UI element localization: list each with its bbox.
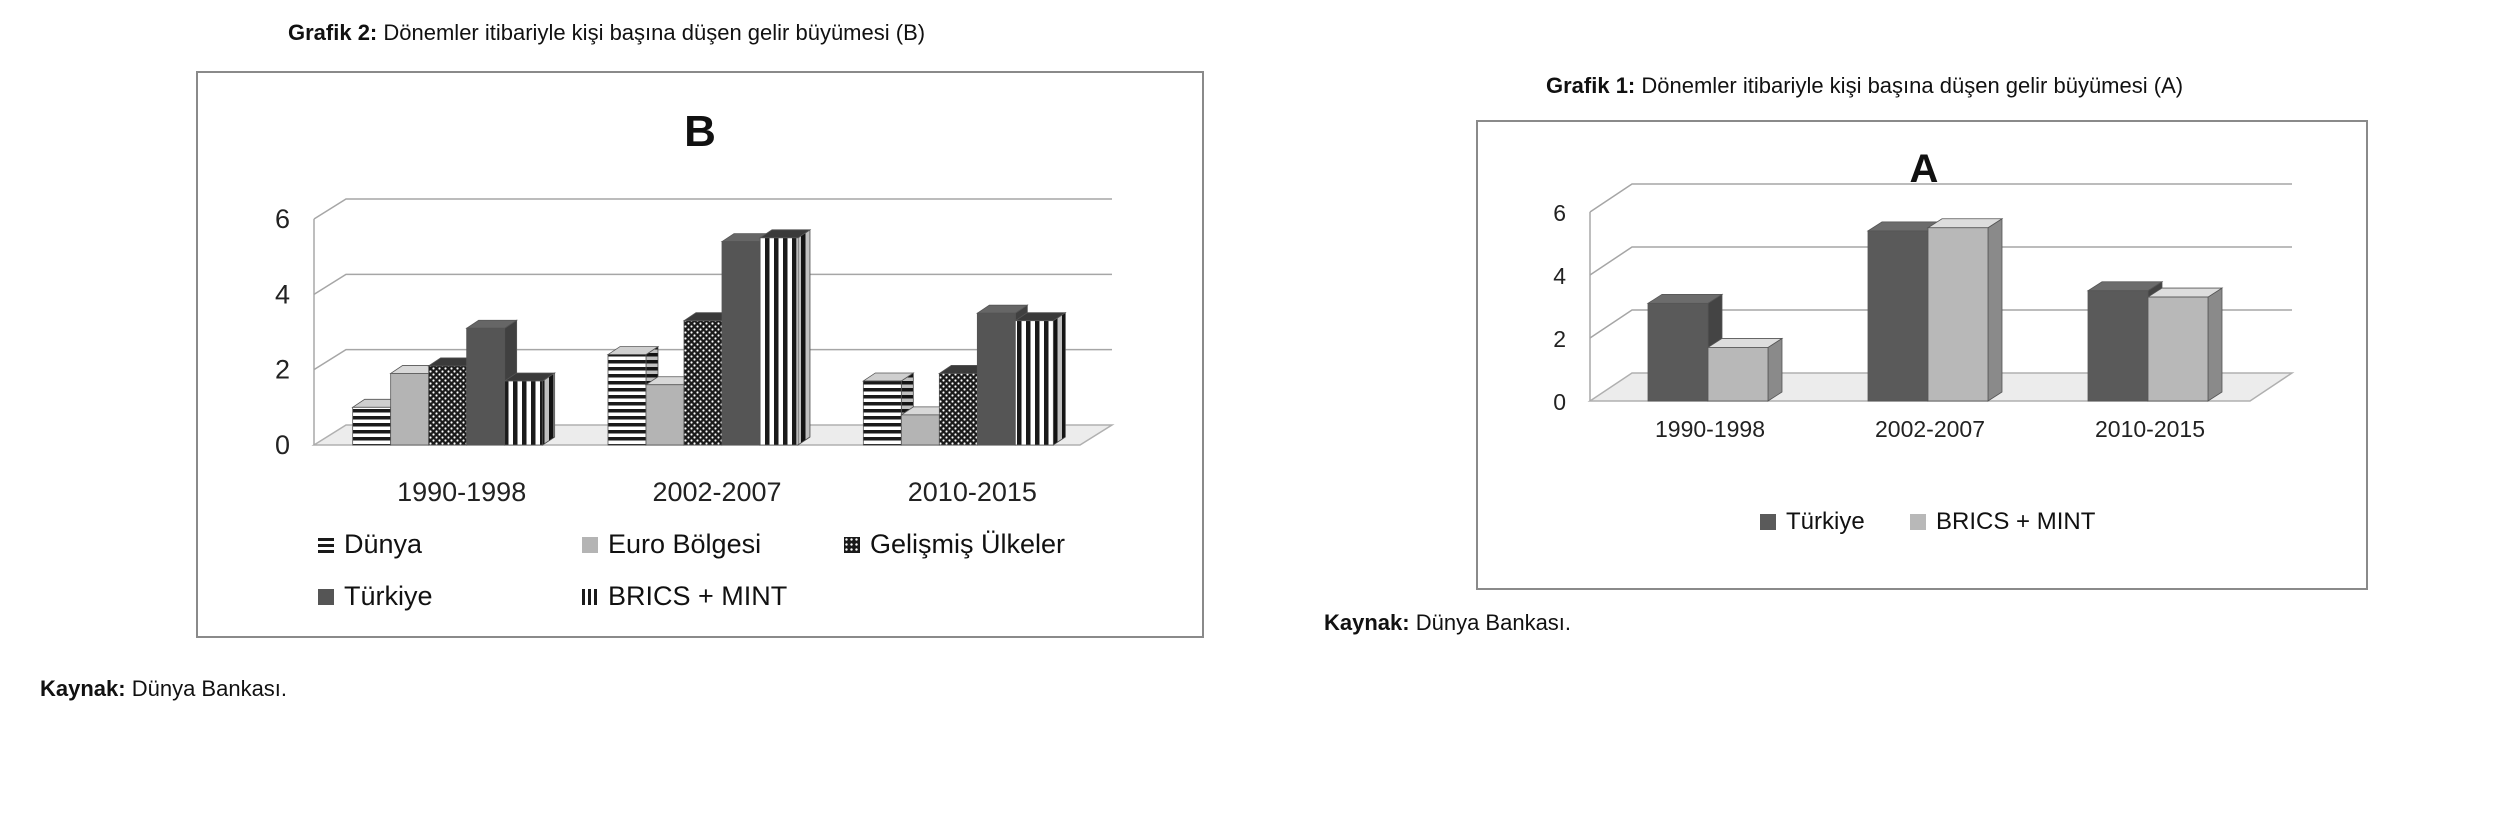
y-tick-label: 0 <box>1553 389 1566 415</box>
legend-item <box>1760 508 1865 536</box>
bar <box>2148 288 2222 401</box>
legend-swatch <box>318 537 334 553</box>
legend-swatch <box>1760 514 1776 530</box>
x-tick-label: 1990-1998 <box>397 477 527 507</box>
figure-a-caption <box>1546 73 2183 99</box>
gridline <box>314 274 1112 294</box>
figure-b-source-text: Dünya Bankası. <box>131 676 288 701</box>
figure-a-caption-text: Dönemler itibariyle kişi başına düşen gelir büyümesi (A) <box>1641 73 2184 98</box>
legend-swatch <box>582 537 598 553</box>
y-tick-label: 6 <box>1553 200 1566 226</box>
y-tick-label: 6 <box>274 204 290 234</box>
y-tick-label: 0 <box>274 430 290 460</box>
y-tick-label: 2 <box>1553 326 1566 352</box>
gridline <box>1590 184 2292 212</box>
x-tick-label: 2002-2007 <box>652 477 782 507</box>
legend-label: Türkiye <box>344 581 433 611</box>
x-tick-label: 2002-2007 <box>1875 416 1985 442</box>
figure-b-source-label: Kaynak: <box>40 676 126 701</box>
legend-swatch <box>318 589 334 605</box>
chart-title: B <box>684 107 716 156</box>
chart-title: A <box>1909 147 1939 191</box>
figure-b-caption-text: Dönemler itibariyle kişi başına düşen gelir büyümesi (B) <box>383 20 926 45</box>
y-tick-label: 4 <box>1553 263 1566 289</box>
legend-label: Euro Bölgesi <box>608 529 762 559</box>
x-tick-label: 2010-2015 <box>2095 416 2205 442</box>
figure-b-caption-label: Grafik 2: <box>288 20 378 45</box>
legend-item <box>582 529 761 560</box>
bar <box>505 373 555 445</box>
legend-item <box>318 529 422 560</box>
legend-swatch <box>844 537 860 553</box>
legend-item <box>1910 508 2095 536</box>
bar <box>1708 338 1782 401</box>
bar <box>760 230 810 445</box>
bar <box>1015 313 1065 445</box>
x-tick-label: 2010-2015 <box>907 477 1037 507</box>
figure-b-source <box>40 676 287 702</box>
y-tick-label: 4 <box>274 279 290 310</box>
chart-a-panel <box>1476 120 2368 590</box>
legend-swatch <box>582 589 598 605</box>
x-tick-label: 1990-1998 <box>1655 416 1765 442</box>
legend-label: Dünya <box>344 529 423 559</box>
legend-label: BRICS + MINT <box>608 581 788 611</box>
legend-label: Türkiye <box>1786 508 1865 535</box>
legend-item <box>582 581 787 612</box>
y-tick-label: 2 <box>274 354 290 385</box>
figure-a-source-label: Kaynak: <box>1324 610 1410 635</box>
bar <box>1928 219 2002 401</box>
figure-a-source <box>1324 610 1571 636</box>
legend-label: Gelişmiş Ülkeler <box>870 529 1066 559</box>
legend-item <box>318 581 433 612</box>
figure-b-caption <box>288 20 925 46</box>
chart-b-panel <box>196 71 1204 638</box>
legend-label: BRICS + MINT <box>1936 508 2096 535</box>
gridline <box>314 199 1112 219</box>
legend-item <box>844 529 1065 560</box>
figure-a-caption-label: Grafik 1: <box>1546 73 1636 98</box>
legend-swatch <box>1910 514 1926 530</box>
figure-a-source-text: Dünya Bankası. <box>1415 610 1572 635</box>
